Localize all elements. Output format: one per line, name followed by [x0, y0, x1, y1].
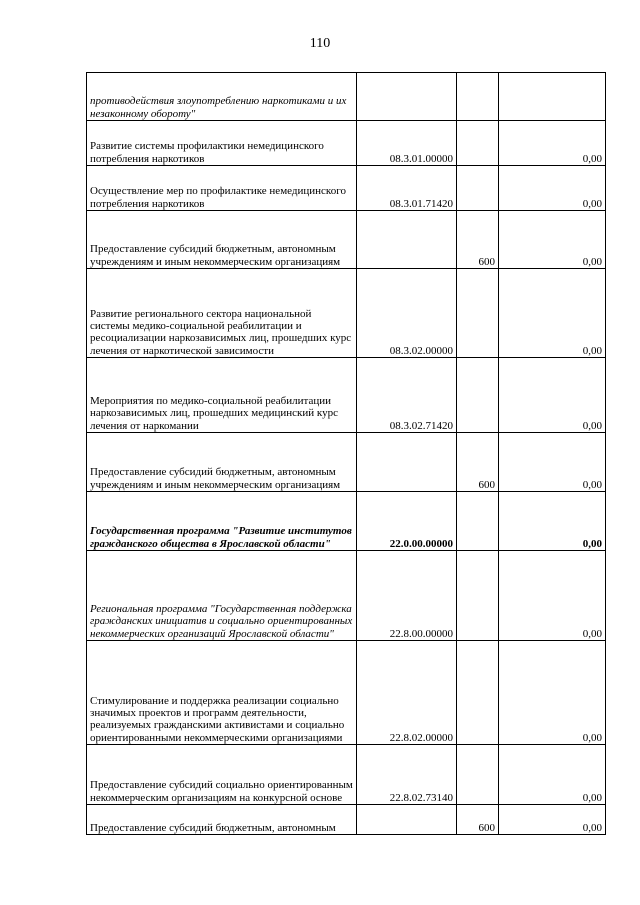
row-amount: 0,00: [499, 166, 606, 211]
row-name: Предоставление субсидий социально ориентированным некоммерческим организациям на конкурсной основе: [87, 745, 357, 805]
row-code: [357, 211, 457, 269]
row-name: Мероприятия по медико-социальной реабилитации наркозависимых лиц, прошедших медицинский курс лечения от наркомании: [87, 358, 357, 433]
table-row: [87, 745, 606, 805]
row-code: 08.3.02.71420: [357, 358, 457, 433]
table-row: [87, 641, 606, 745]
budget-table: [86, 72, 606, 835]
row-amount: 0,00: [499, 745, 606, 805]
row-name: Государственная программа "Развитие институтов гражданского общества в Ярославской области": [87, 492, 357, 551]
row-code: [357, 805, 457, 835]
row-expense-type: [457, 269, 499, 358]
row-code: 22.8.02.00000: [357, 641, 457, 745]
table-row: [87, 121, 606, 166]
table-row: [87, 73, 606, 121]
row-name: противодействия злоупотреблению наркотиками и их незаконному обороту": [87, 73, 357, 121]
row-name: Предоставление субсидий бюджетным, автономным: [87, 805, 357, 835]
row-expense-type: [457, 166, 499, 211]
row-amount: 0,00: [499, 269, 606, 358]
row-amount: 0,00: [499, 433, 606, 492]
table-row: [87, 269, 606, 358]
row-name: Предоставление субсидий бюджетным, автономным учреждениям и иным некоммерческим организациям: [87, 433, 357, 492]
row-amount: 0,00: [499, 641, 606, 745]
row-expense-type: [457, 358, 499, 433]
row-code: 08.3.01.00000: [357, 121, 457, 166]
row-expense-type: [457, 641, 499, 745]
table-row: [87, 433, 606, 492]
row-expense-type: [457, 492, 499, 551]
table-row: [87, 358, 606, 433]
table-row: [87, 211, 606, 269]
row-expense-type: 600: [457, 211, 499, 269]
row-expense-type: [457, 745, 499, 805]
row-amount: 0,00: [499, 551, 606, 641]
row-name: Предоставление субсидий бюджетным, автономным учреждениям и иным некоммерческим организациям: [87, 211, 357, 269]
row-amount: 0,00: [499, 805, 606, 835]
table-row: [87, 492, 606, 551]
row-amount: [499, 73, 606, 121]
row-code: [357, 433, 457, 492]
row-code: 22.8.00.00000: [357, 551, 457, 641]
row-name: Осуществление мер по профилактике немедицинского потребления наркотиков: [87, 166, 357, 211]
row-expense-type: [457, 551, 499, 641]
page-number: 110: [309, 36, 331, 51]
row-name: Развитие регионального сектора национальной системы медико-социальной реабилитации и ресоциализации наркозависимых лиц, прошедших курс лечения от наркотической зависимости: [87, 269, 357, 358]
row-expense-type: [457, 121, 499, 166]
row-name: Стимулирование и поддержка реализации социально значимых проектов и программ деятельности, реализуемых гражданскими активистами и социально ориентированными некоммерческими организациями: [87, 641, 357, 745]
table-row: [87, 166, 606, 211]
row-amount: 0,00: [499, 211, 606, 269]
row-expense-type: 600: [457, 433, 499, 492]
row-amount: 0,00: [499, 358, 606, 433]
row-amount: 0,00: [499, 121, 606, 166]
row-code: [357, 73, 457, 121]
row-amount: 0,00: [499, 492, 606, 551]
row-code: 22.0.00.00000: [357, 492, 457, 551]
row-code: 08.3.02.00000: [357, 269, 457, 358]
row-name: Региональная программа "Государственная поддержка гражданских инициатив и социально ориентированных некоммерческих организаций Ярославской области": [87, 551, 357, 641]
row-expense-type: [457, 73, 499, 121]
row-code: 08.3.01.71420: [357, 166, 457, 211]
table-row: [87, 551, 606, 641]
table-row: [87, 805, 606, 835]
row-name: Развитие системы профилактики немедицинского потребления наркотиков: [87, 121, 357, 166]
row-code: 22.8.02.73140: [357, 745, 457, 805]
row-expense-type: 600: [457, 805, 499, 835]
